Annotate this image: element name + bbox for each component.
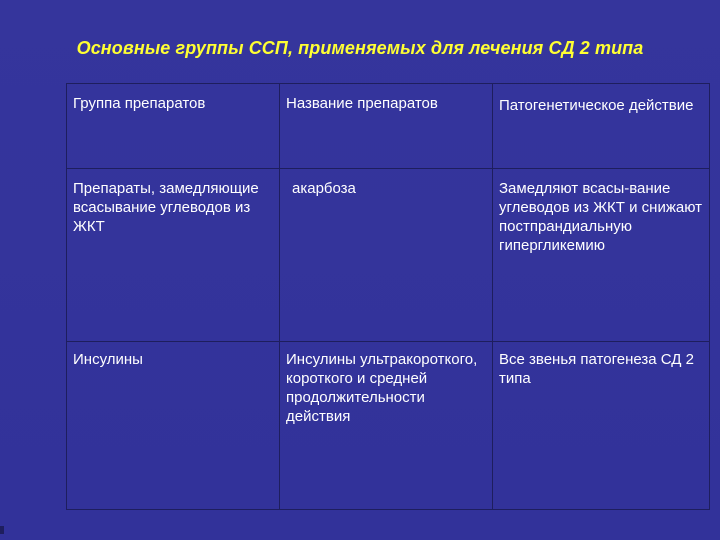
cell-drug (280, 169, 493, 342)
cell-group-text: Препараты, замедляющие всасывание углеводов из ЖКТ (73, 180, 259, 235)
cell-group (67, 169, 280, 342)
table-header-row (67, 84, 710, 169)
slide-title: Основные группы ССП, применяемых для лечения СД 2 типа (76, 38, 644, 58)
corner-mark (0, 526, 4, 534)
drug-groups-table (66, 83, 710, 510)
header-action (493, 84, 710, 169)
cell-action (493, 169, 710, 342)
cell-drug-text: Инсулины ультракороткого, короткого и средней продолжительности действия (286, 351, 478, 425)
header-group-label: Группа препаратов (73, 95, 206, 112)
header-drug-name (280, 84, 493, 169)
cell-drug-text: акарбоза (292, 180, 356, 197)
cell-action (493, 342, 710, 510)
table-row (67, 169, 710, 342)
cell-action-text: Замедляют всасы-вание углеводов из ЖКТ и снижают постпрандиальную гипергликемию (499, 180, 702, 254)
cell-group-text: Инсулины (73, 351, 143, 368)
cell-action-text: Все звенья патогенеза СД 2 типа (499, 351, 694, 387)
cell-group (67, 342, 280, 510)
header-drug-name-label: Название препаратов (286, 95, 438, 112)
cell-drug (280, 342, 493, 510)
table-row (67, 342, 710, 510)
header-group (67, 84, 280, 169)
header-action-label: Патогенетическое действие (499, 97, 694, 114)
